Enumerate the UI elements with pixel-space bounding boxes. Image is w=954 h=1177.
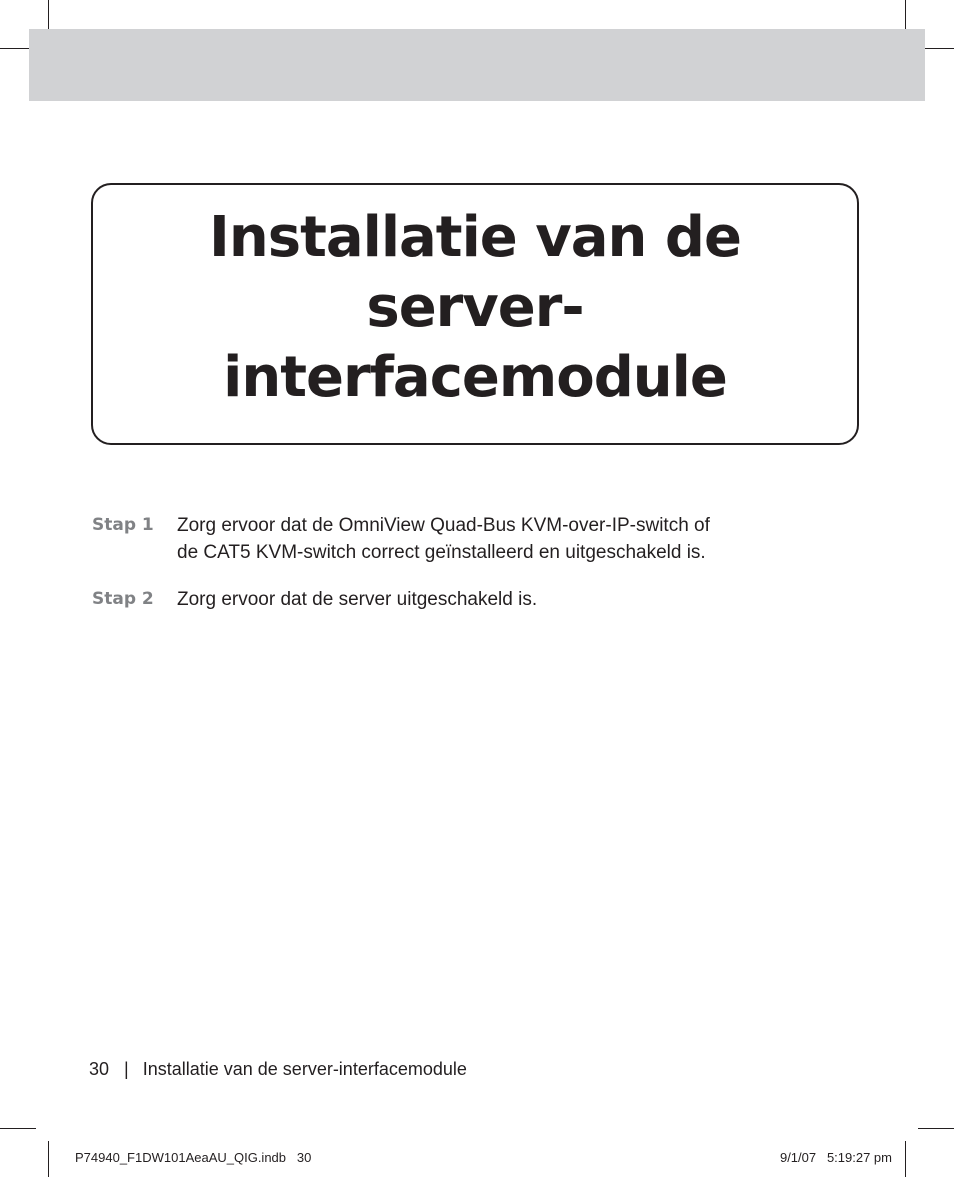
crop-mark-bottom-right-vertical [905, 1141, 906, 1177]
step-text-line: de CAT5 KVM-switch correct geïnstalleerd en uitgeschakeld is. [177, 542, 706, 563]
step-2 [92, 586, 812, 613]
step-label: Stap 2 [92, 589, 154, 609]
page-title [93, 203, 857, 413]
footer-section-title: Installatie van de server-interfacemodule [142, 1059, 467, 1079]
footer-separator: | [124, 1059, 129, 1079]
crop-mark-bottom-left-vertical [48, 1141, 49, 1177]
slug-datetime: 9/1/07 5:19:27 pm [779, 1150, 892, 1165]
step-text-line: Zorg ervoor dat de server uitgeschakeld is. [177, 589, 538, 610]
crop-mark-bottom-right-horizontal [918, 1128, 954, 1129]
step-list [92, 512, 812, 633]
step-text [177, 512, 710, 566]
step-label: Stap 1 [92, 515, 154, 535]
title-box [91, 183, 859, 445]
page-title-line-1: Installatie van de server- [209, 205, 741, 340]
step-text [177, 586, 537, 613]
crop-mark-bottom-left-horizontal [0, 1128, 36, 1129]
page-footer [89, 1058, 467, 1080]
step-1 [92, 512, 812, 566]
page-number: 30 [89, 1059, 110, 1079]
header-band [29, 29, 925, 101]
page-title-line-2: interfacemodule [223, 345, 727, 410]
step-text-line: Zorg ervoor dat de OmniView Quad-Bus KVM-over-IP-switch of [177, 515, 710, 536]
slug-file-name: P74940_F1DW101AeaAU_QIG.indb 30 [75, 1150, 312, 1165]
